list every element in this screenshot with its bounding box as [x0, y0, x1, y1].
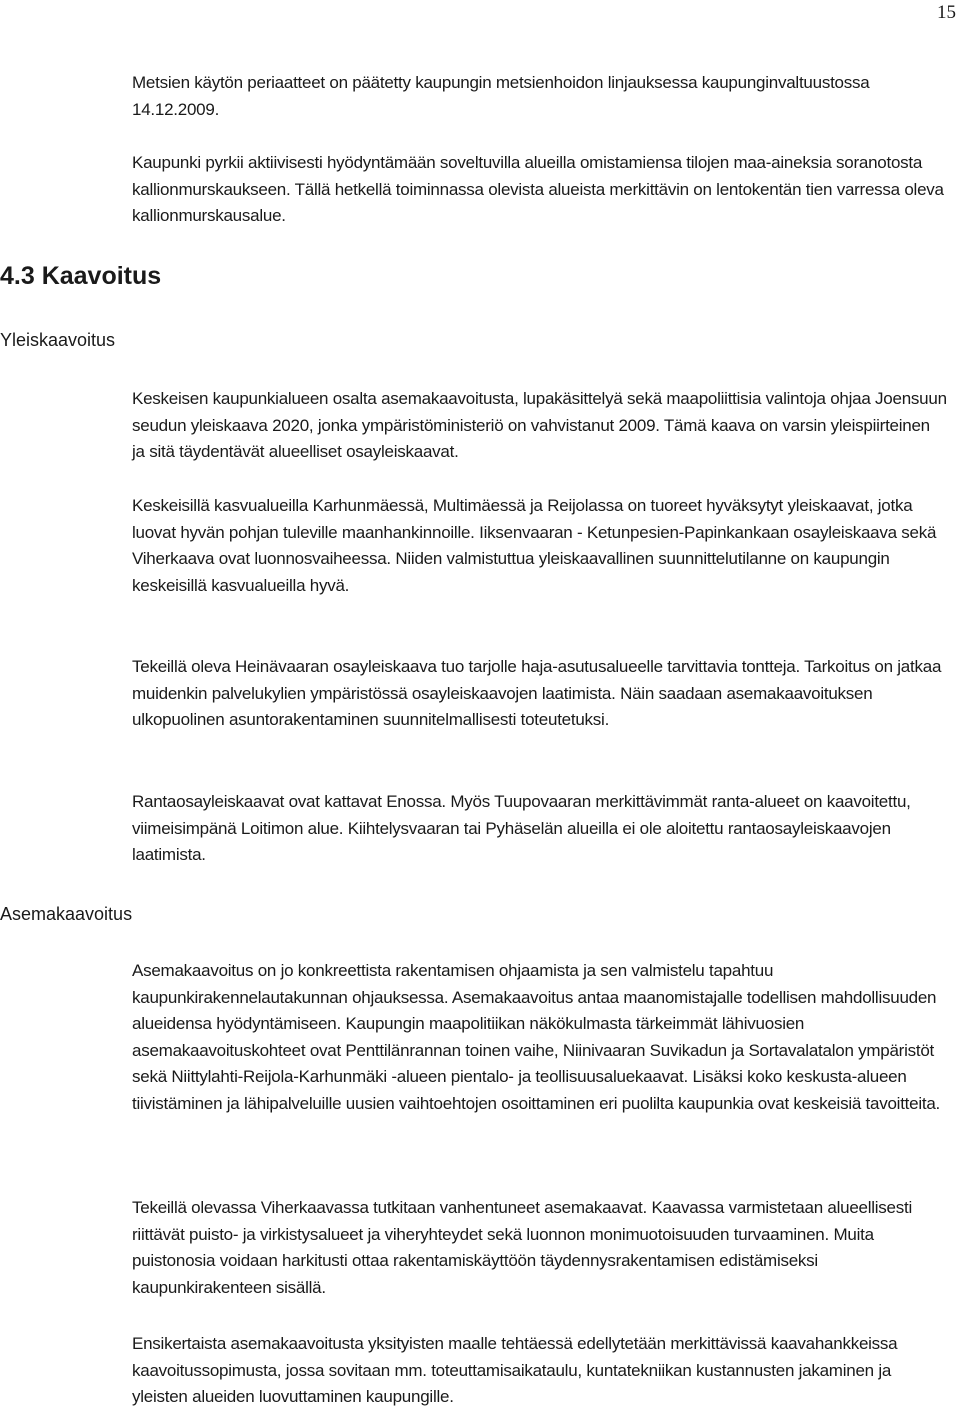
paragraph-detailed-planning: Asemakaavoitus on jo konkreettista rakentamisen ohjaamista ja sen valmistelu tapahtuu kaupunkirakennelautakunnan ohjauksessa. Asemakaavoitus antaa maanomistajalle todellisen mahdollisuuden alueidensa hyödyntämiseen. Kaupungin maapolitiikan näkökulmasta tärkeimmät lähivuosien asemakaavoituskohteet ovat Penttilänrannan toinen vaihe, Niinivaaran Suvikadun ja Sortavalatalon ympäristöt sekä Niittylahti-Reijola-Karhunmäki -alueen pientalo- ja teollisuusaluekaavat. Lisäksi koko keskusta-alueen tiivistäminen ja lähipalveluille uusien vaihtoehtojen osoittaminen eri puolilta kaupunkia ovat keskeisiä tavoitteita. — [132, 961, 941, 1113]
paragraph-soil-extraction: Kaupunki pyrkii aktiivisesti hyödyntämään soveltuvilla alueilla omistamiensa tilojen maa-aineksia soranotosta kallionmurskaukseen. Tällä hetkellä toiminnassa olevista alueista merkittävin on lentokentän tien varressa oleva kallionmurskausalue. — [132, 153, 944, 226]
paragraph-green-plan: Tekeillä olevassa Viherkaavassa tutkitaan vanhentuneet asemakaavat. Kaavassa varmistetaan alueellisesti riittävät puisto- ja virkistysalueet ja viheryhteydet sekä luonnon monimuotoisuuden turvaaminen. Muita puistonosia voidaan harkitusti ottaa rakentamiskäyttöön täydennysrakentamisen edistämiseksi kaupunkirakenteen sisällä. — [132, 1198, 913, 1297]
page-number: 15 — [937, 2, 956, 23]
subheading-yleiskaavoitus: Yleiskaavoitus — [0, 330, 116, 350]
paragraph-planning-agreement: Ensikertaista asemakaavoitusta yksityisten maalle tehtäessä edellytetään merkittävissä kaavahankkeissa kaavoitussopimusta, jossa sovitaan mm. toteuttamisaikataulu, kuntatekniikan kustannusten jakaminen ja yleisten alueiden luovuttaminen kaupungille. — [132, 1334, 898, 1407]
paragraph-general-plan: Keskeisen kaupunkialueen osalta asemakaavoitusta, lupakäsittelyä sekä maapoliittisia valintoja ohjaa Joensuun seudun yleiskaava 2020, jonka ympäristöministeriö on vahvistanut 2009. Tämä kaava on varsin yleispiirteinen ja sitä täydentävät alueelliset osayleiskaavat. — [132, 389, 947, 462]
paragraph-heinavaara: Tekeillä oleva Heinävaaran osayleiskaava tuo tarjolle haja-asutusalueelle tarvittavia tontteja. Tarkoitus on jatkaa muidenkin palvelukylien ympäristössä osayleiskaavojen laatimista. Näin saadaan asemakaavoituksen ulkopuolinen asuntorakentaminen suunnitelmallisesti toteutetuksi. — [132, 657, 942, 730]
section-heading: 4.3 Kaavoitus — [0, 262, 162, 290]
subheading-asemakaavoitus: Asemakaavoitus — [0, 904, 133, 924]
paragraph-forest-use: Metsien käytön periaatteet on päätetty kaupungin metsienhoidon linjauksessa kaupunginvaltuustossa 14.12.2009. — [132, 73, 870, 119]
paragraph-shore-plans: Rantaosayleiskaavat ovat kattavat Enossa. Myös Tuupovaaran merkittävimmät ranta-alueet on kaavoitettu, viimeisimpänä Loitimon alue. Kiihtelysvaaran tai Pyhäselän alueilla ei ole aloitettu rantaosayleiskaavojen laatimista. — [132, 792, 911, 865]
paragraph-growth-areas: Keskeisillä kasvualueilla Karhunmäessä, Multimäessä ja Reijolassa on tuoreet hyväksytyt yleiskaavat, jotka luovat hyvän pohjan tuleville maanhankinnoille. Iiksenvaaran - Ketunpesien-Papinkankaan osayleiskaava sekä Viherkaava ovat luonnosvaiheessa. Niiden valmistuttua yleiskaavallinen suunnittelutilanne on kaupungin keskeisillä kasvualueilla hyvä. — [132, 496, 937, 595]
